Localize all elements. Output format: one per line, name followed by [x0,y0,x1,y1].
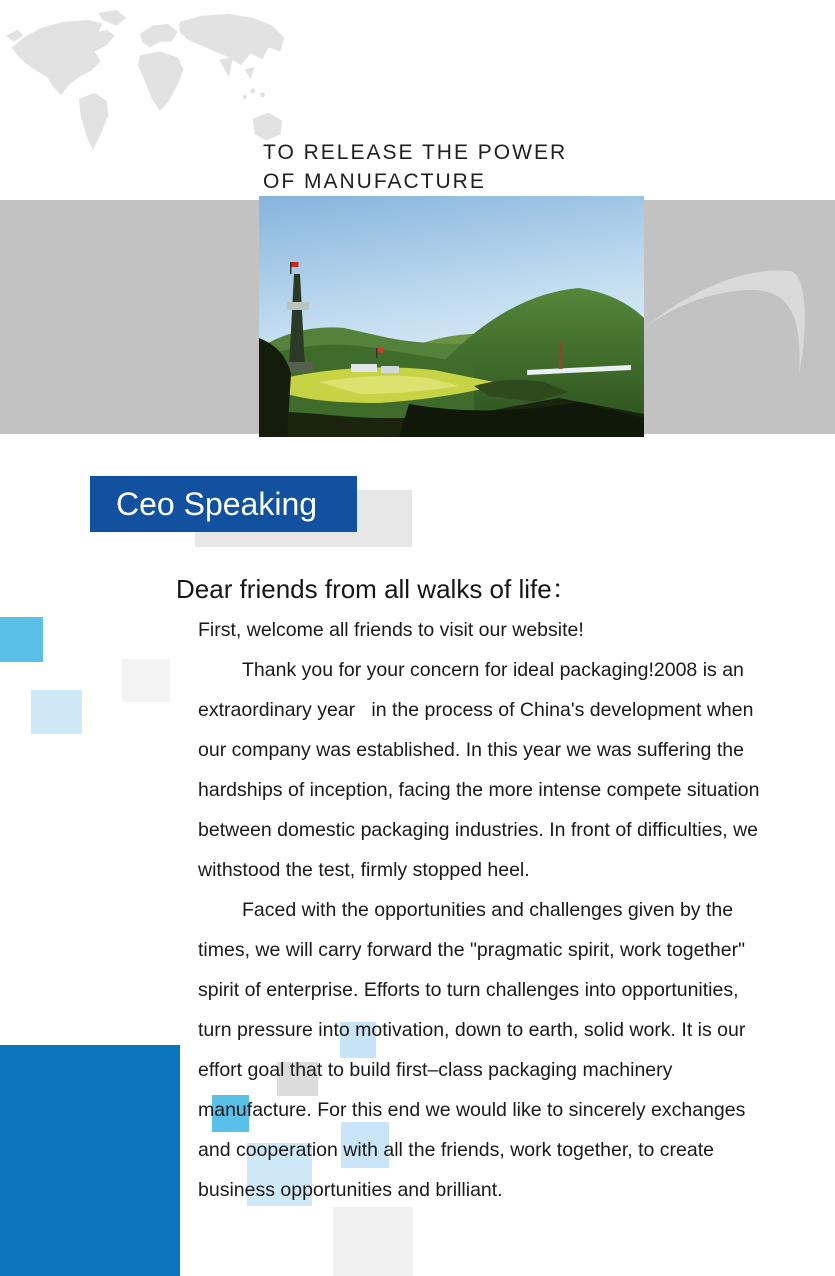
section-label-text: Ceo Speaking [116,486,318,522]
letter-line: hardships of inception, facing the more intense compete situation [198,779,760,801]
letter-line: turn pressure into motivation, down to earth, solid work. It is our [198,1019,746,1041]
letter-line: withstood the test, firmly stopped heel. [198,859,530,881]
decor-square-blue-1 [0,617,43,662]
letter-line: our company was established. In this year we was suffering the [198,739,744,761]
decor-square-gray-1 [122,659,170,702]
swoosh-graphic [640,200,835,440]
letter-line: spirit of enterprise. Efforts to turn challenges into opportunities, [198,979,739,1001]
page-title [263,138,567,196]
bottom-blue-block [0,1045,180,1276]
letter-line: Faced with the opportunities and challenges given by the [242,899,734,921]
letter-line: times, we will carry forward the "pragmatic spirit, work together" [198,939,746,961]
letter-line: between domestic packaging industries. In front of difficulties, we [198,819,759,841]
letter-line: and cooperation with all the friends, work together, to create [198,1139,714,1161]
letter-body [198,610,823,1210]
decor-square-paleblue-1 [31,690,82,734]
decor-square-gray-3 [333,1207,413,1276]
letter-line: Thank you for your concern for ideal packaging!2008 is an [242,659,744,681]
letter-line: effort goal that to build first–class packaging machinery [198,1059,673,1081]
section-label [90,476,357,532]
page-title-line2: OF MANUFACTURE [263,170,486,193]
landscape-photo [259,196,644,437]
world-map-graphic [3,8,291,166]
page-title-line1: TO RELEASE THE POWER [263,141,568,164]
letter-line: First, welcome all friends to visit our website! [198,619,584,641]
letter-line: extraordinary year in the process of China's development when [198,699,754,721]
letter-salutation: Dear friends from all walks of life： [176,574,578,604]
letter-line: business opportunities and brilliant. [198,1179,503,1201]
letter-line: manufacture. For this end we would like to sincerely exchanges [198,1099,746,1121]
